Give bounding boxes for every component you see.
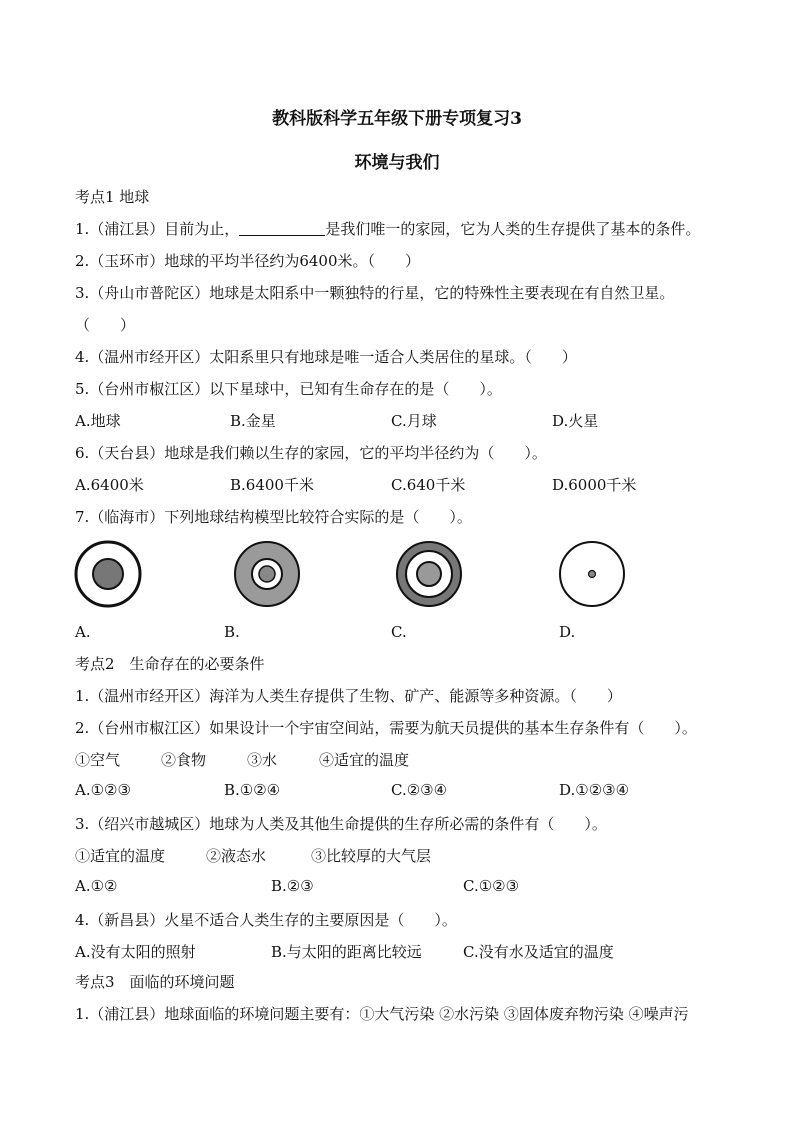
- figure-label-b: B.: [224, 623, 240, 641]
- condition-3: ③比较厚的大气层: [311, 847, 432, 865]
- option-a: A.①②: [75, 877, 118, 895]
- option-c: C.①②③: [463, 877, 520, 895]
- question-text: 1.（浦江县）目前为止，: [75, 220, 240, 238]
- question-2-4: 4.（新昌县）火星不适合人类生存的主要原因是（ ）。: [75, 911, 457, 929]
- section-heading-3: 考点3 面临的环境问题: [75, 973, 235, 991]
- option-d: D.①②③④: [559, 781, 630, 799]
- option-a: A.①②③: [75, 781, 131, 799]
- question-1-6: 6.（天台县）地球是我们赖以生存的家园，它的平均半径约为（ ）。: [75, 444, 547, 462]
- question-text: 是我们唯一的家园，它为人类的生存提供了基本的条件。: [325, 220, 701, 238]
- figure-label-a: A.: [75, 623, 91, 641]
- earth-model-d-figure: [558, 540, 626, 608]
- option-c: C.没有水及适宜的温度: [463, 943, 614, 961]
- question-3-1: 1.（浦江县）地球面临的环境问题主要有：①大气污染 ②水污染 ③固体废弃物污染 ④噪声污: [75, 1005, 689, 1023]
- section-heading-1: 考点1 地球: [75, 188, 150, 206]
- document-title: 教科版科学五年级下册专项复习3: [272, 109, 522, 129]
- option-a: A.地球: [75, 412, 121, 430]
- option-d: D.6000千米: [552, 476, 637, 494]
- condition-4: ④适宜的温度: [319, 751, 410, 769]
- option-b: B.①②④: [224, 781, 281, 799]
- question-2-3: 3.（绍兴市越城区）地球为人类及其他生命提供的生存所必需的条件有（ ）。: [75, 815, 607, 833]
- question-2-2: 2.（台州市椒江区）如果设计一个宇宙空间站，需要为航天员提供的基本生存条件有（ ）。: [75, 719, 697, 737]
- option-c: C.②③④: [391, 781, 448, 799]
- earth-model-c-figure: [395, 540, 463, 608]
- question-1-7: 7.（临海市）下列地球结构模型比较符合实际的是（ ）。: [75, 508, 472, 526]
- option-c: C.640千米: [391, 476, 466, 494]
- document-subtitle: 环境与我们: [354, 153, 440, 173]
- option-b: B.金星: [230, 412, 276, 430]
- figure-label-c: C.: [391, 623, 407, 641]
- question-1-3-paren: （ ）: [75, 316, 136, 334]
- condition-3: ③水: [247, 751, 278, 769]
- answer-blank[interactable]: [239, 221, 325, 236]
- question-1-5: 5.（台州市椒江区）以下星球中，已知有生命存在的是（ ）。: [75, 380, 502, 398]
- earth-model-a-figure: [74, 540, 142, 608]
- question-1-1: [75, 218, 700, 239]
- option-a: A.6400米: [75, 476, 144, 494]
- question-1-3: 3.（舟山市普陀区）地球是太阳系中一颗独特的行星，它的特殊性主要表现在有自然卫星。: [75, 284, 675, 302]
- option-c: C.月球: [391, 412, 437, 430]
- condition-1: ①适宜的温度: [75, 847, 166, 865]
- option-b: B.6400千米: [230, 476, 314, 494]
- option-b: B.②③: [271, 877, 314, 895]
- option-b: B.与太阳的距离比较远: [271, 943, 422, 961]
- condition-2: ②食物: [161, 751, 207, 769]
- question-1-4: 4.（温州市经开区）太阳系里只有地球是唯一适合人类居住的星球。（ ）: [75, 348, 577, 366]
- section-heading-2: 考点2 生命存在的必要条件: [75, 655, 265, 673]
- condition-2: ②液态水: [206, 847, 267, 865]
- earth-model-b-figure: [233, 540, 301, 608]
- option-d: D.火星: [552, 412, 599, 430]
- question-2-1: 1.（温州市经开区）海洋为人类生存提供了生物、矿产、能源等多种资源。（ ）: [75, 687, 622, 705]
- condition-1: ①空气: [75, 751, 121, 769]
- figure-label-d: D.: [559, 623, 576, 641]
- question-1-2: 2.（玉环市）地球的平均半径约为6400米。（ ）: [75, 252, 420, 270]
- option-a: A.没有太阳的照射: [75, 943, 196, 961]
